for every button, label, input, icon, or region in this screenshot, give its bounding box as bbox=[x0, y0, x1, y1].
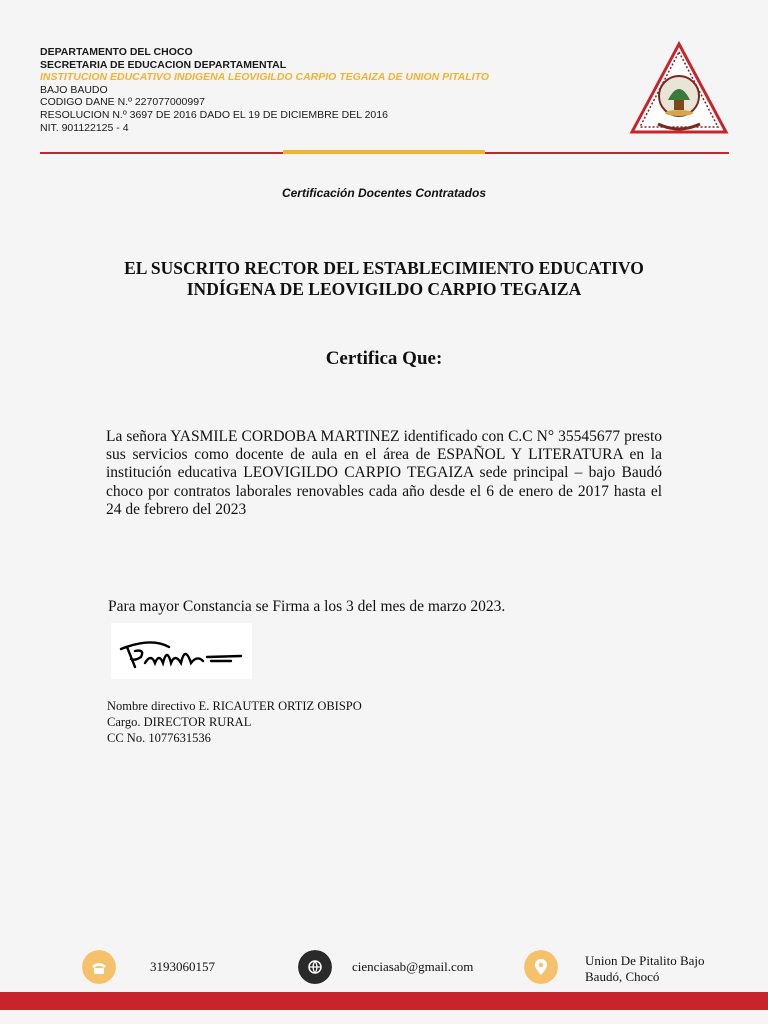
footer-email[interactable]: cienciasab@gmail.com bbox=[352, 959, 474, 974]
signatory-id: CC No. 1077631536 bbox=[107, 731, 211, 745]
document-title bbox=[60, 258, 708, 300]
address-line-2: Baudó, Chocó bbox=[585, 969, 660, 984]
phone-icon bbox=[82, 950, 116, 984]
dane-code: CODIGO DANE N.º 227077000997 bbox=[40, 96, 205, 109]
municipality: BAJO BAUDO bbox=[40, 83, 108, 96]
footer-bar bbox=[0, 992, 768, 1010]
department-name: DEPARTAMENTO DEL CHOCO bbox=[40, 46, 193, 58]
footer-phone: 3193060157 bbox=[150, 959, 215, 974]
footer-address bbox=[585, 953, 705, 985]
signatory-block bbox=[107, 698, 362, 746]
resolution: RESOLUCION N.º 3697 DE 2016 DADO EL 19 DE DICIEMBRE DEL 2016 bbox=[40, 108, 388, 121]
document-subtitle: Certificación Docentes Contratados bbox=[281, 186, 487, 200]
secretariat-name: SECRETARIA DE EDUCACION DEPARTAMENTAL bbox=[40, 58, 287, 71]
signatory-name: Nombre directivo E. RICAUTER ORTIZ OBISPO bbox=[107, 699, 362, 713]
constancia-line: Para mayor Constancia se Firma a los 3 del mes de marzo 2023. bbox=[108, 598, 506, 615]
header-accent-bar bbox=[283, 150, 485, 154]
school-seal-icon bbox=[628, 40, 730, 140]
signature-image bbox=[111, 623, 252, 679]
letterhead bbox=[40, 46, 489, 134]
institution-name: INSTITUCION EDUCATIVO INDIGENA LEOVIGILDO CARPIO TEGAIZA DE UNION PITALITO bbox=[40, 71, 489, 84]
certification-body: La señora YASMILE CORDOBA MARTINEZ identificado con C.C N° 35545677 presto sus servicios como docente de aula en el área de ESPAÑOL Y LITERATURA en la institución educativa LEOVIGILDO CARPIO TEGAIZA sede principal – bajo Baudó choco por contratos laborales renovables cada año desde el 6 de enero de 2017 hasta el 24 de febrero del 2023 bbox=[106, 428, 662, 518]
signatory-position: Cargo. DIRECTOR RURAL bbox=[107, 715, 252, 729]
title-line-1: EL SUSCRITO RECTOR DEL ESTABLECIMIENTO EDUCATIVO bbox=[124, 258, 644, 278]
nit: NIT. 901122125 - 4 bbox=[40, 121, 129, 134]
globe-icon bbox=[298, 950, 332, 984]
location-pin-icon bbox=[524, 950, 558, 984]
title-line-2: INDÍGENA DE LEOVIGILDO CARPIO TEGAIZA bbox=[186, 279, 582, 299]
address-line-1: Union De Pitalito Bajo bbox=[585, 953, 705, 968]
certifica-heading: Certifica Que: bbox=[325, 348, 443, 369]
